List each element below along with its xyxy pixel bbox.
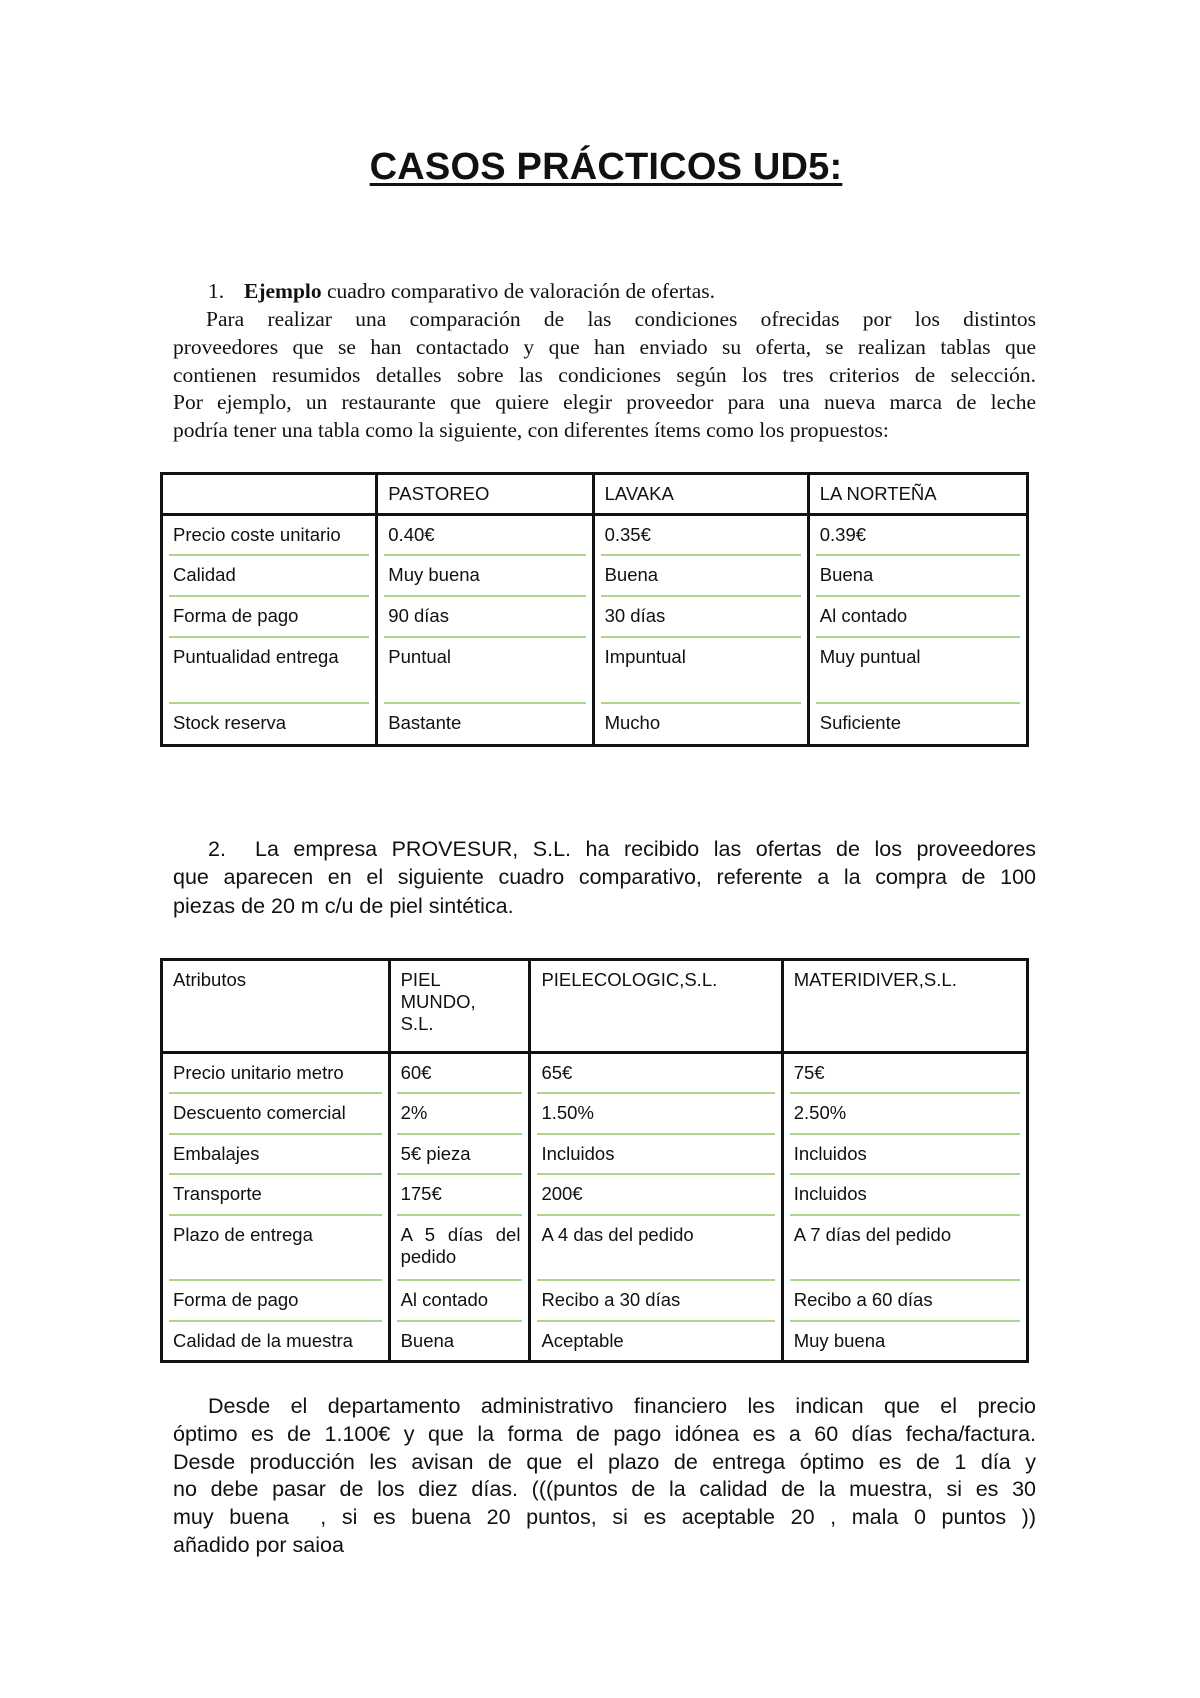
table-cell: Buena <box>389 1322 530 1362</box>
table-cell: 65€ <box>530 1053 782 1094</box>
paragraph-line: Para realizar una comparación de las condiciones ofrecidas por los distintos <box>206 307 1036 331</box>
paragraph-line: Desde el departamento administrativo financiero les indican que el precio <box>208 1394 1036 1418</box>
table-cell: Precio coste unitario <box>162 515 377 556</box>
exercise-2-closing-paragraph <box>173 1393 1036 1560</box>
table-header-cell: Atributos <box>162 960 390 1053</box>
offers-comparison-table <box>160 472 1029 747</box>
table-row <box>162 515 1028 556</box>
paragraph-line: añadido por saioa <box>173 1532 344 1557</box>
table-row <box>162 1322 1028 1362</box>
paragraph-line: podría tener una tabla como la siguiente, con diferentes ítems como los propuestos: <box>173 418 889 443</box>
table-cell: 175€ <box>389 1175 530 1216</box>
table-cell: 75€ <box>782 1053 1027 1094</box>
table-header-cell: PASTOREO <box>377 474 593 515</box>
table-row <box>162 1094 1028 1135</box>
exercise-1-bold-word: Ejemplo <box>244 279 322 303</box>
table-cell: Al contado <box>389 1281 530 1322</box>
exercise-2-number: 2. <box>208 837 226 861</box>
exercise-1-heading-text: cuadro comparativo de valoración de ofertas. <box>321 279 716 303</box>
table-cell: Embalajes <box>162 1135 390 1175</box>
table-row <box>162 1135 1028 1175</box>
table-row <box>162 556 1028 597</box>
paragraph-line: Desde producción les avisan de que el plazo de entrega óptimo es de 1 día y <box>173 1449 1036 1474</box>
table-cell: 0.35€ <box>593 515 808 556</box>
table-cell: Puntual <box>377 638 593 704</box>
table-cell: A 4 das del pedido <box>530 1216 782 1281</box>
exercise-1-number: 1. <box>208 279 225 303</box>
paragraph-line: piezas de 20 m c/u de piel sintética. <box>173 893 514 918</box>
paragraph-line: 2. La empresa PROVESUR, S.L. ha recibido las ofertas de los proveedores <box>208 837 1036 861</box>
table-cell: Calidad <box>162 556 377 597</box>
table-row <box>162 1216 1028 1281</box>
table-header-row <box>162 960 1028 1053</box>
paragraph-line: muy buena , si es buena 20 puntos, si es aceptable 20 , mala 0 puntos )) <box>173 1505 1036 1530</box>
table-cell: 1.50% <box>530 1094 782 1135</box>
table-header-cell <box>162 474 377 515</box>
table-cell: A 7 días del pedido <box>782 1216 1027 1281</box>
table-cell: Transporte <box>162 1175 390 1216</box>
table-cell: Incluidos <box>530 1135 782 1175</box>
table-cell: 2.50% <box>782 1094 1027 1135</box>
table-cell: Buena <box>808 556 1027 597</box>
table-cell: Al contado <box>808 597 1027 638</box>
table-cell: Recibo a 30 días <box>530 1281 782 1322</box>
table-row <box>162 1053 1028 1094</box>
table-cell: 30 días <box>593 597 808 638</box>
exercise-1-heading <box>208 278 715 306</box>
paragraph-line: no debe pasar de los diez días. (((puntos de la calidad de la muestra, si es 30 <box>173 1477 1036 1502</box>
table-cell: Incluidos <box>782 1175 1027 1216</box>
table-cell: 2% <box>389 1094 530 1135</box>
paragraph-line: proveedores que se han contactado y que han enviado su oferta, se realizan tablas que <box>173 334 1036 359</box>
table-cell: Muy buena <box>782 1322 1027 1362</box>
table-cell: Recibo a 60 días <box>782 1281 1027 1322</box>
table-cell: Muy puntual <box>808 638 1027 704</box>
table-row <box>162 704 1028 746</box>
table-cell: Incluidos <box>782 1135 1027 1175</box>
table-cell: Suficiente <box>808 704 1027 746</box>
table-row <box>162 638 1028 704</box>
table-cell: Aceptable <box>530 1322 782 1362</box>
table-cell: Bastante <box>377 704 593 746</box>
table-row <box>162 597 1028 638</box>
paragraph-line: óptimo es de 1.100€ y que la forma de pago idónea es a 60 días fecha/factura. <box>173 1421 1036 1446</box>
table-header-cell: PIELECOLOGIC,S.L. <box>530 960 782 1053</box>
exercise-1-paragraph <box>173 306 1036 445</box>
table-cell: 0.39€ <box>808 515 1027 556</box>
table-header-cell: PIEL MUNDO, S.L. <box>389 960 530 1053</box>
paragraph-line: contienen resumidos detalles sobre las condiciones según los tres criterios de selección. <box>173 362 1036 387</box>
table-header-cell: LA NORTEÑA <box>808 474 1027 515</box>
table-cell: Forma de pago <box>162 1281 390 1322</box>
table-cell: 5€ pieza <box>389 1135 530 1175</box>
table-header-cell: LAVAKA <box>593 474 808 515</box>
table-cell: 200€ <box>530 1175 782 1216</box>
table-row <box>162 1175 1028 1216</box>
table-cell: Forma de pago <box>162 597 377 638</box>
table-header-cell: MATERIDIVER,S.L. <box>782 960 1027 1053</box>
exercise-2-paragraph <box>173 835 1036 920</box>
table-cell: A 5 días del pedido <box>389 1216 530 1281</box>
table-cell: Puntualidad entrega <box>162 638 377 704</box>
table-cell: Descuento comercial <box>162 1094 390 1135</box>
paragraph-line: que aparecen en el siguiente cuadro comparativo, referente a la compra de 100 <box>173 865 1036 890</box>
table-cell: Stock reserva <box>162 704 377 746</box>
page-title: CASOS PRÁCTICOS UD5: <box>369 146 843 188</box>
table-cell: 0.40€ <box>377 515 593 556</box>
table-cell: Buena <box>593 556 808 597</box>
table-row <box>162 1281 1028 1322</box>
paragraph-line: Por ejemplo, un restaurante que quiere elegir proveedor para una nueva marca de leche <box>173 390 1036 415</box>
table-cell: 90 días <box>377 597 593 638</box>
table-cell: 60€ <box>389 1053 530 1094</box>
table-cell: Muy buena <box>377 556 593 597</box>
table-header-row <box>162 474 1028 515</box>
table-cell: Calidad de la muestra <box>162 1322 390 1362</box>
table-cell: Plazo de entrega <box>162 1216 390 1281</box>
table-cell: Mucho <box>593 704 808 746</box>
table-cell: Impuntual <box>593 638 808 704</box>
table-cell: Precio unitario metro <box>162 1053 390 1094</box>
supplier-offers-table <box>160 958 1029 1363</box>
